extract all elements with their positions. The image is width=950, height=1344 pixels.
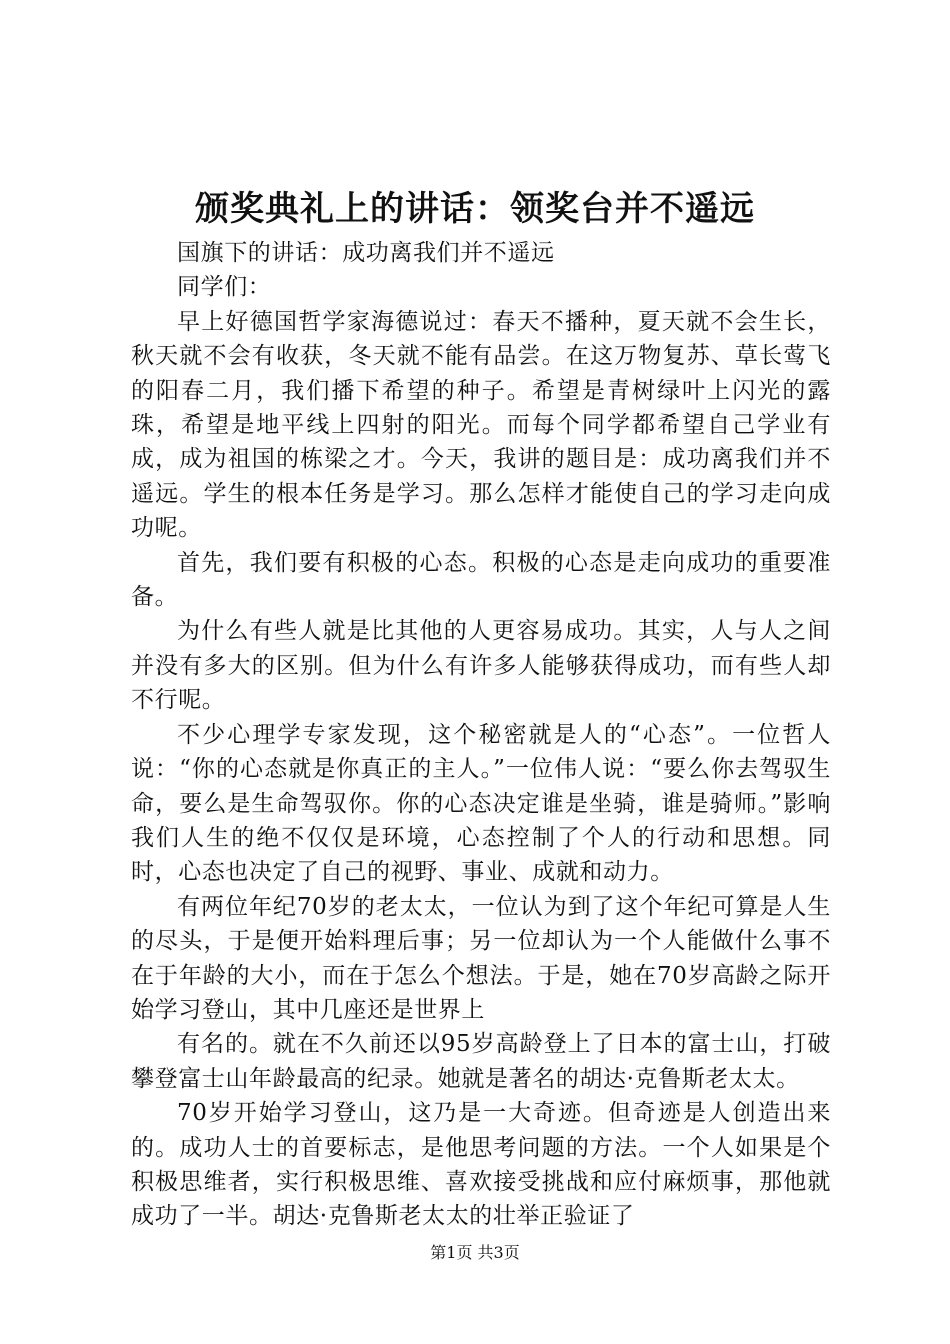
page-footer: 第1页 共3页	[430, 1243, 520, 1262]
paragraph: 不少心理学专家发现，这个秘密就是人的“心态”。一位哲人说：“你的心态就是你真正的主人。”一位伟人说：“要么你去驾驭生命，要么是生命驾驭你。你的心态决定谁是坐骑，谁是骑师。”影响我们人生的绝不仅仅是环境，心态控制了个人的行动和思想。同时，心态也决定了自己的视野、事业、成就和动力。	[131, 721, 831, 886]
paragraph: 70岁开始学习登山，这乃是一大奇迹。但奇迹是人创造出来的。成功人士的首要标志，是他思考问题的方法。一个人如果是个积极思维者，实行积极思维、喜欢接受挑战和应付麻烦事，那他就成功了一半。胡达·克鲁斯老太太的壮举正验证了	[131, 1100, 831, 1230]
paragraph: 有两位年纪70岁的老太太，一位认为到了这个年纪可算是人生的尽头，于是便开始料理后事；另一位却认为一个人能做什么事不在于年龄的大小，而在于怎么个想法。于是，她在70岁高龄之际开始学习登山，其中几座还是世界上	[131, 893, 831, 1023]
paragraph: 国旗下的讲话：成功离我们并不遥远	[177, 240, 555, 266]
document-title: 颁奖典礼上的讲话：领奖台并不遥远	[195, 189, 755, 229]
paragraph: 同学们：	[177, 274, 272, 301]
document-body	[131, 236, 831, 1234]
paragraph: 有名的。就在不久前还以95岁高龄登上了日本的富士山，打破攀登富士山年龄最高的纪录。她就是著名的胡达·克鲁斯老太太。	[131, 1031, 831, 1092]
paragraph: 为什么有些人就是比其他的人更容易成功。其实，人与人之间并没有多大的区别。但为什么有许多人能够获得成功，而有些人却不行呢。	[131, 618, 831, 714]
paragraph: 早上好德国哲学家海德说过：春天不播种，夏天就不会生长，秋天就不会有收获，冬天就不能有品尝。在这万物复苏、草长莺飞的阳春二月，我们播下希望的种子。希望是青树绿叶上闪光的露珠，希望是地平线上四射的阳光。而每个同学都希望自己学业有成，成为祖国的栋梁之才。今天，我讲的题目是：成功离我们并不遥远。学生的根本任务是学习。那么怎样才能使自己的学习走向成功呢。	[131, 308, 831, 542]
paragraph: 首先，我们要有积极的心态。积极的心态是走向成功的重要准备。	[131, 549, 831, 611]
